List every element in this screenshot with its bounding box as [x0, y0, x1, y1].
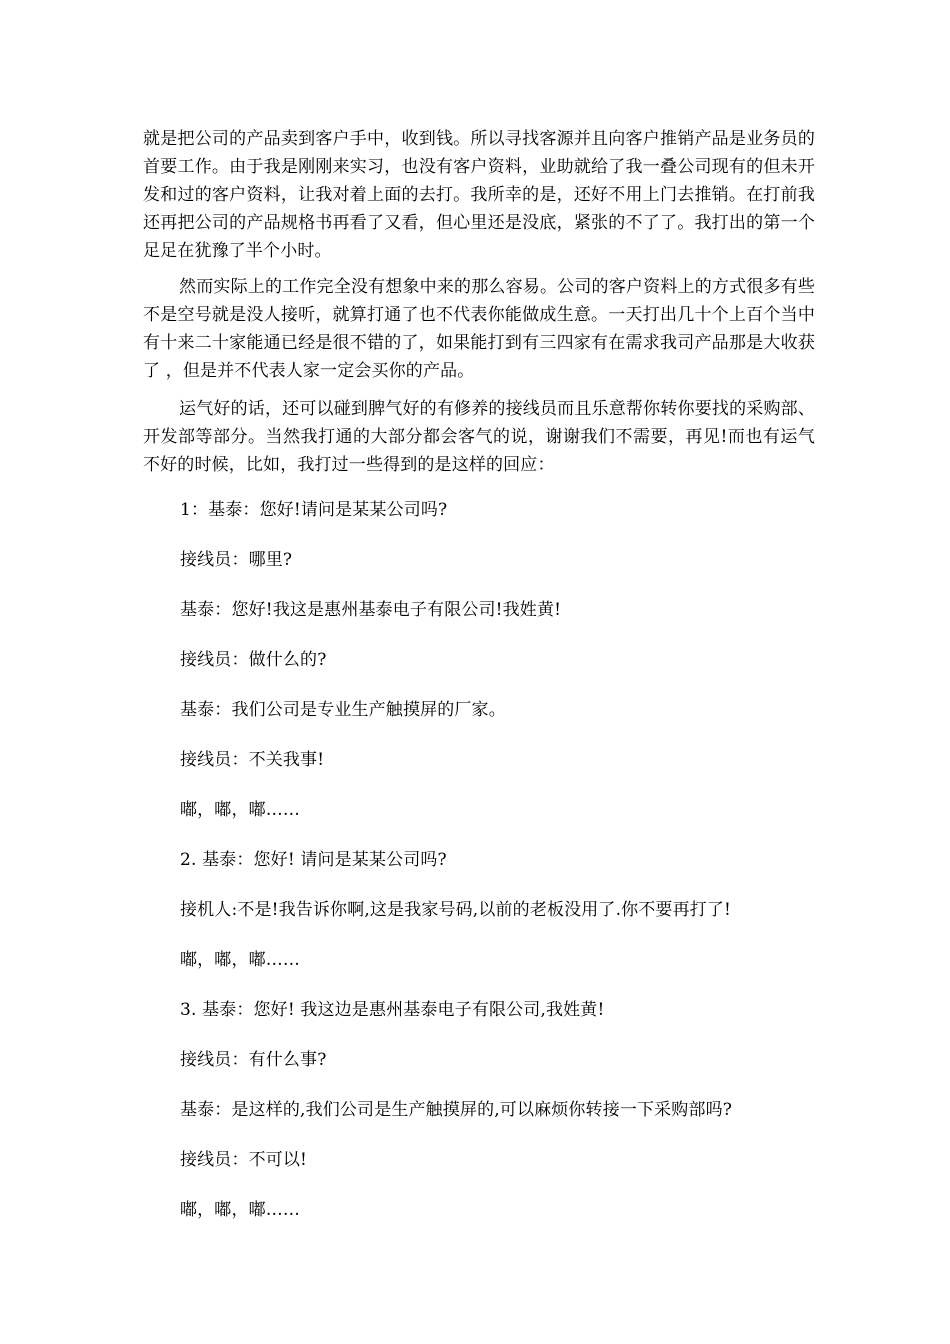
dialogue-line: 基泰：是这样的,我们公司是生产触摸屏的,可以麻烦你转接一下采购部吗? — [180, 1100, 733, 1120]
dialogue-line: 接线员：做什么的? — [180, 650, 327, 670]
dialogue-line: 2. 基泰：您好! 请问是某某公司吗? — [180, 850, 447, 870]
paragraph-luck: 运气好的话，还可以碰到脾气好的有修养的接线员而且乐意帮你转你要找的采购部、开发部等部分。当然我打通的大部分都会客气的说，谢谢我们不需要，再见!而也有运气不好的时候，比如，我打过一些得到的是这样的回应： — [143, 399, 815, 475]
dialogue-line: 接线员：不可以! — [180, 1150, 308, 1170]
dialogue-line: 嘟，嘟，嘟…… — [180, 800, 301, 820]
dialogue-line: 基泰：我们公司是专业生产触摸屏的厂家。 — [180, 700, 506, 720]
paragraph-intro: 就是把公司的产品卖到客户手中，收到钱。所以寻找客源并且向客户推销产品是业务员的首要工作。由于我是刚刚来实习，也没有客户资料，业助就给了我一叠公司现有的但未开发和过的客户资料，让我对着上面的去打。我所幸的是，还好不用上门去推销。在打前我还再把公司的产品规格书再看了又看，但心里还是没底，紧张的不了了。我打出的第一个足足在犹豫了半个小时。 — [143, 129, 815, 261]
dialogue-line: 接线员：有什么事? — [180, 1050, 327, 1070]
dialogue-line: 接线员：哪里? — [180, 550, 293, 570]
dialogue-line: 接线员：不关我事! — [180, 750, 325, 770]
dialogue-line: 1：基泰：您好!请问是某某公司吗? — [180, 500, 448, 520]
dialogue-line: 接机人:不是!我告诉你啊,这是我家号码,以前的老板没用了.你不要再打了! — [180, 900, 732, 920]
dialogue-line: 基泰：您好!我这是惠州基泰电子有限公司!我姓黄! — [180, 600, 562, 620]
dialogue-line: 3. 基泰：您好! 我这边是惠州基泰电子有限公司,我姓黄! — [180, 1000, 605, 1020]
dialogue-line: 嘟，嘟，嘟…… — [180, 950, 301, 970]
dialogue-line: 嘟，嘟，嘟…… — [180, 1200, 301, 1220]
paragraph-reality: 然而实际上的工作完全没有想象中来的那么容易。公司的客户资料上的方式很多有些不是空号就是没人接听，就算打通了也不代表你能做成生意。一天打出几十个上百个当中有十来二十家能通已经是很不错的了，如果能打到有三四家有在需求我司产品那是大收获了 ，但是并不代表人家一定会买你的产品。 — [143, 277, 815, 381]
